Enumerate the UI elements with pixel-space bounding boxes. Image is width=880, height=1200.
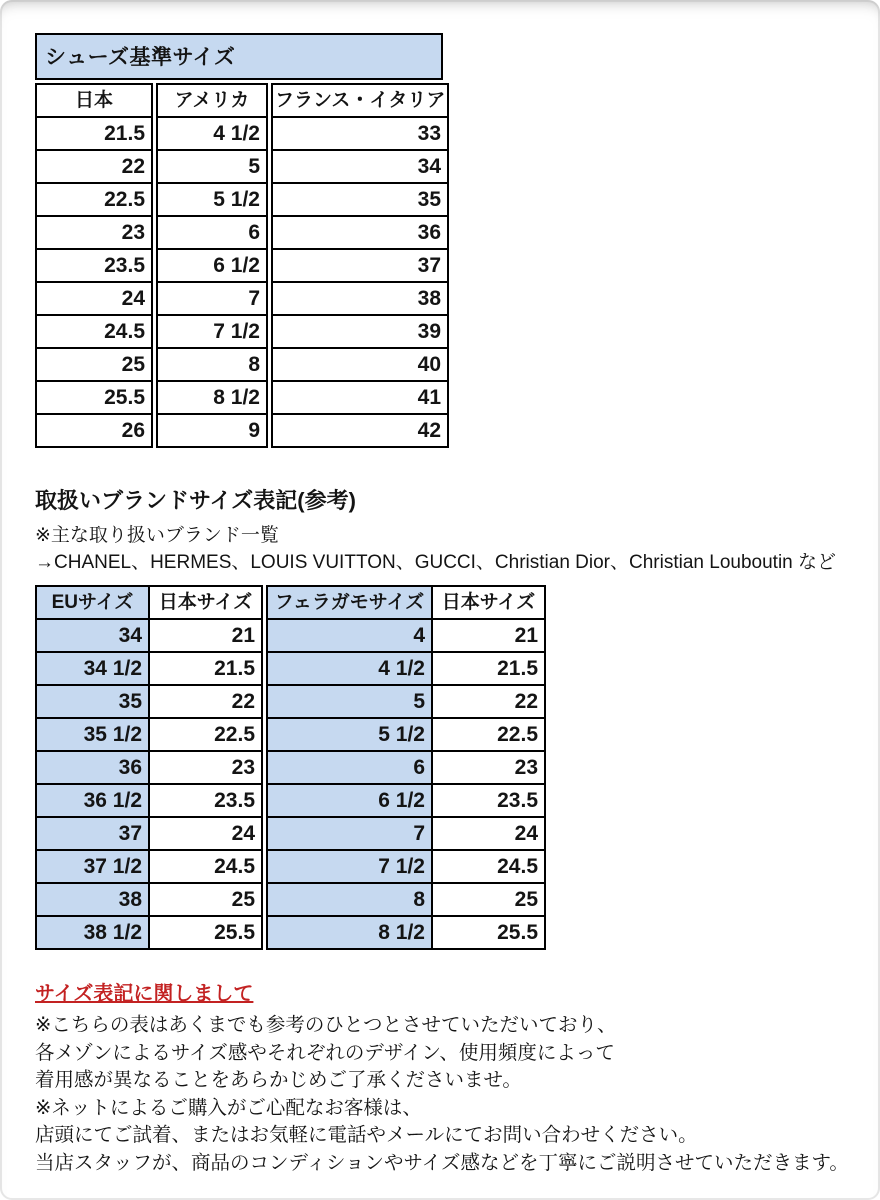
brand-list-note: ※主な取り扱いブランド一覧 — [35, 525, 279, 546]
column-header-cell: 日本サイズ — [149, 586, 262, 619]
size-value-cell: 25.5 — [432, 916, 545, 949]
standard-size-table-section — [35, 33, 862, 448]
column-header-cell: フランス・イタリア — [272, 84, 448, 117]
size-value-cell: 35 1/2 — [36, 718, 149, 751]
size-value-cell: 24.5 — [36, 315, 152, 348]
standard-size-table — [35, 83, 862, 448]
size-value-cell: 41 — [272, 381, 448, 414]
size-value-cell: 35 — [36, 685, 149, 718]
size-value-cell: 23.5 — [432, 784, 545, 817]
column-header-cell: アメリカ — [157, 84, 267, 117]
size-value-cell: 38 1/2 — [36, 916, 149, 949]
size-value-cell: 34 1/2 — [36, 652, 149, 685]
size-value-cell: 7 — [267, 817, 432, 850]
notice-heading: サイズ表記に関しまして — [35, 983, 254, 1005]
size-value-cell: 6 1/2 — [267, 784, 432, 817]
size-value-cell: 4 1/2 — [267, 652, 432, 685]
size-value-cell: 8 — [157, 348, 267, 381]
size-value-cell: 26 — [36, 414, 152, 447]
size-value-cell: 22.5 — [36, 183, 152, 216]
size-value-cell: 8 1/2 — [157, 381, 267, 414]
size-value-cell: 39 — [272, 315, 448, 348]
size-pair-table — [266, 585, 546, 950]
brand-size-table — [35, 585, 862, 950]
size-value-cell: 21.5 — [149, 652, 262, 685]
size-value-cell: 6 — [267, 751, 432, 784]
size-value-cell: 25.5 — [149, 916, 262, 949]
size-value-cell: 23.5 — [36, 249, 152, 282]
size-value-cell: 34 — [36, 619, 149, 652]
size-value-cell: 40 — [272, 348, 448, 381]
column-header-cell: EUサイズ — [36, 586, 149, 619]
size-value-cell: 24.5 — [432, 850, 545, 883]
size-value-cell: 36 1/2 — [36, 784, 149, 817]
size-column-table — [271, 83, 449, 448]
size-value-cell: 38 — [272, 282, 448, 315]
brand-list: →CHANEL、HERMES、LOUIS VUITTON、GUCCI、Christian Dior、Christian Louboutin など — [35, 552, 837, 573]
notice-line: ※こちらの表はあくまでも参考のひとつとさせていただいており、 — [35, 1014, 617, 1036]
size-value-cell: 37 — [36, 817, 149, 850]
size-value-cell: 25 — [432, 883, 545, 916]
size-value-cell: 37 — [272, 249, 448, 282]
size-value-cell: 22.5 — [149, 718, 262, 751]
notice-body — [35, 1012, 862, 1177]
notice-line: 当店スタッフが、商品のコンディションやサイズ感などを丁寧にご説明させていただきます。 — [35, 1151, 849, 1174]
brand-info-section — [35, 484, 862, 576]
size-value-cell: 23.5 — [149, 784, 262, 817]
size-value-cell: 23 — [149, 751, 262, 784]
size-value-cell: 33 — [272, 117, 448, 150]
size-value-cell: 5 — [267, 685, 432, 718]
size-value-cell: 22 — [432, 685, 545, 718]
size-value-cell: 7 — [157, 282, 267, 315]
size-column-table — [35, 83, 153, 448]
size-value-cell: 7 1/2 — [157, 315, 267, 348]
size-value-cell: 5 1/2 — [157, 183, 267, 216]
column-header-cell: フェラガモサイズ — [267, 586, 432, 619]
size-value-cell: 24 — [432, 817, 545, 850]
size-value-cell: 22.5 — [432, 718, 545, 751]
size-value-cell: 25 — [149, 883, 262, 916]
size-value-cell: 5 — [157, 150, 267, 183]
size-value-cell: 36 — [36, 751, 149, 784]
size-value-cell: 24.5 — [149, 850, 262, 883]
size-value-cell: 38 — [36, 883, 149, 916]
column-header-cell: 日本サイズ — [432, 586, 545, 619]
size-value-cell: 42 — [272, 414, 448, 447]
size-value-cell: 6 — [157, 216, 267, 249]
size-value-cell: 8 — [267, 883, 432, 916]
size-value-cell: 25 — [36, 348, 152, 381]
brand-size-heading: 取扱いブランドサイズ表記(参考) — [35, 488, 356, 513]
size-value-cell: 35 — [272, 183, 448, 216]
size-pair-table — [35, 585, 263, 950]
size-value-cell: 22 — [149, 685, 262, 718]
size-value-cell: 5 1/2 — [267, 718, 432, 751]
size-value-cell: 6 1/2 — [157, 249, 267, 282]
size-value-cell: 7 1/2 — [267, 850, 432, 883]
size-value-cell: 4 1/2 — [157, 117, 267, 150]
size-value-cell: 21.5 — [432, 652, 545, 685]
size-value-cell: 36 — [272, 216, 448, 249]
notice-line: 店頭にてご試着、またはお気軽に電話やメールにてお問い合わせください。 — [35, 1124, 698, 1146]
size-column-table — [156, 83, 268, 448]
size-value-cell: 9 — [157, 414, 267, 447]
notice-line: ※ネットによるご購入がご心配なお客様は、 — [35, 1096, 422, 1119]
size-value-cell: 8 1/2 — [267, 916, 432, 949]
size-value-cell: 23 — [36, 216, 152, 249]
size-value-cell: 21 — [149, 619, 262, 652]
size-value-cell: 4 — [267, 619, 432, 652]
size-notice-section — [35, 977, 862, 1177]
size-value-cell: 22 — [36, 150, 152, 183]
size-value-cell: 24 — [36, 282, 152, 315]
size-value-cell: 25.5 — [36, 381, 152, 414]
size-value-cell: 21 — [432, 619, 545, 652]
notice-line: 各メゾンによるサイズ感やそれぞれのデザイン、使用頻度によって — [35, 1041, 615, 1064]
size-value-cell: 37 1/2 — [36, 850, 149, 883]
standard-size-table-title: シューズ基準サイズ — [35, 33, 443, 80]
size-value-cell: 21.5 — [36, 117, 152, 150]
size-value-cell: 23 — [432, 751, 545, 784]
column-header-cell: 日本 — [36, 84, 152, 117]
notice-line: 着用感が異なることをあらかじめご了承くださいませ。 — [35, 1069, 522, 1091]
size-value-cell: 24 — [149, 817, 262, 850]
size-value-cell: 34 — [272, 150, 448, 183]
